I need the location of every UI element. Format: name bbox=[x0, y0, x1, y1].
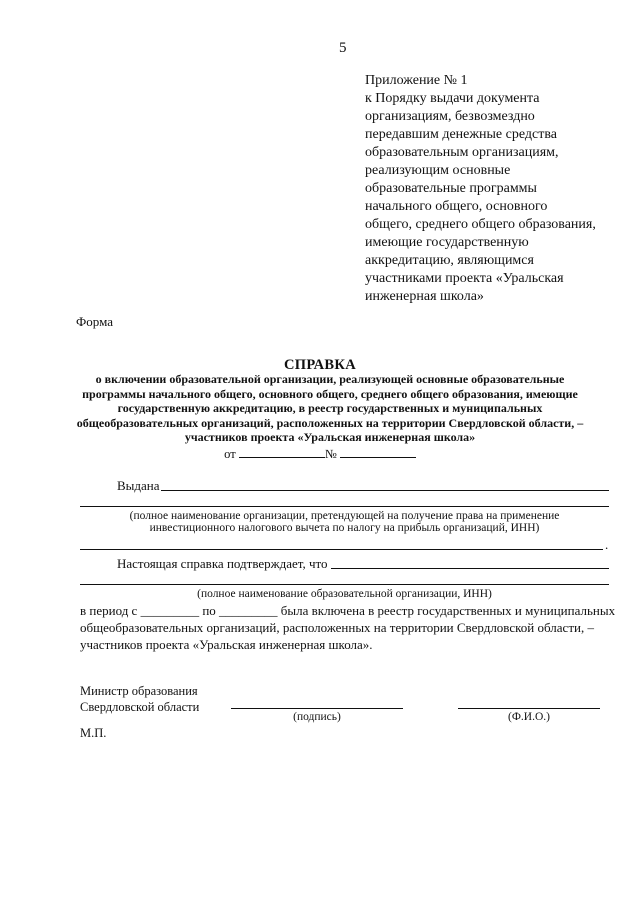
position-line: Министр образования bbox=[80, 684, 198, 698]
stamp-label: М.П. bbox=[80, 726, 107, 740]
name-line[interactable] bbox=[458, 708, 600, 709]
appendix-line: передавшим денежные средства bbox=[365, 127, 557, 142]
form-label: Форма bbox=[76, 314, 113, 329]
issued-to-line-2[interactable] bbox=[80, 506, 609, 507]
subtitle-line: программы начального общего, основного общего, среднего общего образования, имеющие bbox=[82, 386, 578, 401]
confirms-line[interactable] bbox=[331, 568, 609, 569]
issued-label: Выдана bbox=[117, 478, 160, 493]
signatory-position bbox=[80, 683, 199, 715]
appendix-line: образовательным организациям, bbox=[365, 145, 559, 160]
issued-caption bbox=[80, 510, 609, 534]
appendix-header bbox=[365, 72, 596, 306]
appendix-line: имеющие государственную bbox=[365, 235, 529, 250]
appendix-line: Приложение № 1 bbox=[365, 73, 468, 88]
document-subtitle bbox=[60, 372, 600, 445]
appendix-line: участниками проекта «Уральская bbox=[365, 271, 564, 286]
number-blank[interactable] bbox=[340, 446, 416, 458]
confirms-label: Настоящая справка подтверждает, что bbox=[117, 556, 328, 571]
date-number-line bbox=[0, 446, 640, 462]
issued-to-line-3[interactable] bbox=[80, 549, 603, 550]
name-caption: (Ф.И.О.) bbox=[508, 711, 550, 723]
period-line: в период с _________ по _________ была включена в реестр государственных и муниципальных bbox=[80, 603, 616, 618]
appendix-line: к Порядку выдачи документа bbox=[365, 91, 540, 106]
appendix-line: начального общего, основного bbox=[365, 199, 548, 214]
from-label: от bbox=[224, 447, 236, 461]
period-line: участников проекта «Уральская инженерная школа». bbox=[80, 637, 373, 652]
appendix-line: организациям, безвозмездно bbox=[365, 109, 535, 124]
position-line: Свердловской области bbox=[80, 700, 200, 714]
period-text bbox=[80, 602, 615, 653]
number-label: № bbox=[324, 447, 337, 461]
appendix-line: реализующим основные bbox=[365, 163, 511, 178]
appendix-line: общего, среднего общего образования, bbox=[365, 217, 596, 232]
signature-line[interactable] bbox=[231, 708, 403, 709]
document-title: СПРАВКА bbox=[284, 357, 356, 373]
issued-to-line[interactable] bbox=[161, 490, 609, 491]
appendix-line: инженерная школа» bbox=[365, 289, 484, 304]
signature-caption: (подпись) bbox=[293, 711, 341, 723]
caption-line: инвестиционного налогового вычета по налогу на прибыль организаций, ИНН) bbox=[149, 522, 540, 534]
appendix-line: аккредитацию, являющимся bbox=[365, 253, 534, 268]
subtitle-line: общеобразовательных организаций, расположенных на территории Свердловской области, – bbox=[76, 415, 584, 430]
issued-end-period: . bbox=[605, 537, 609, 552]
period-line: общеобразовательных организаций, расположенных на территории Свердловской области, – bbox=[80, 620, 594, 635]
subtitle-line: о включении образовательной организации, реализующей основные образовательные bbox=[95, 372, 565, 386]
subtitle-line: участников проекта «Уральская инженерная школа» bbox=[184, 430, 476, 444]
caption-line: (полное наименование организации, претендующей на получение права на применение bbox=[129, 510, 560, 522]
confirms-caption: (полное наименование образовательной организации, ИНН) bbox=[197, 588, 492, 600]
page-number: 5 bbox=[339, 40, 347, 56]
appendix-line: образовательные программы bbox=[365, 181, 537, 196]
confirms-line-2[interactable] bbox=[80, 584, 609, 585]
subtitle-line: государственную аккредитацию, в реестр государственных и муниципальных bbox=[117, 401, 543, 415]
date-blank[interactable] bbox=[239, 446, 325, 458]
